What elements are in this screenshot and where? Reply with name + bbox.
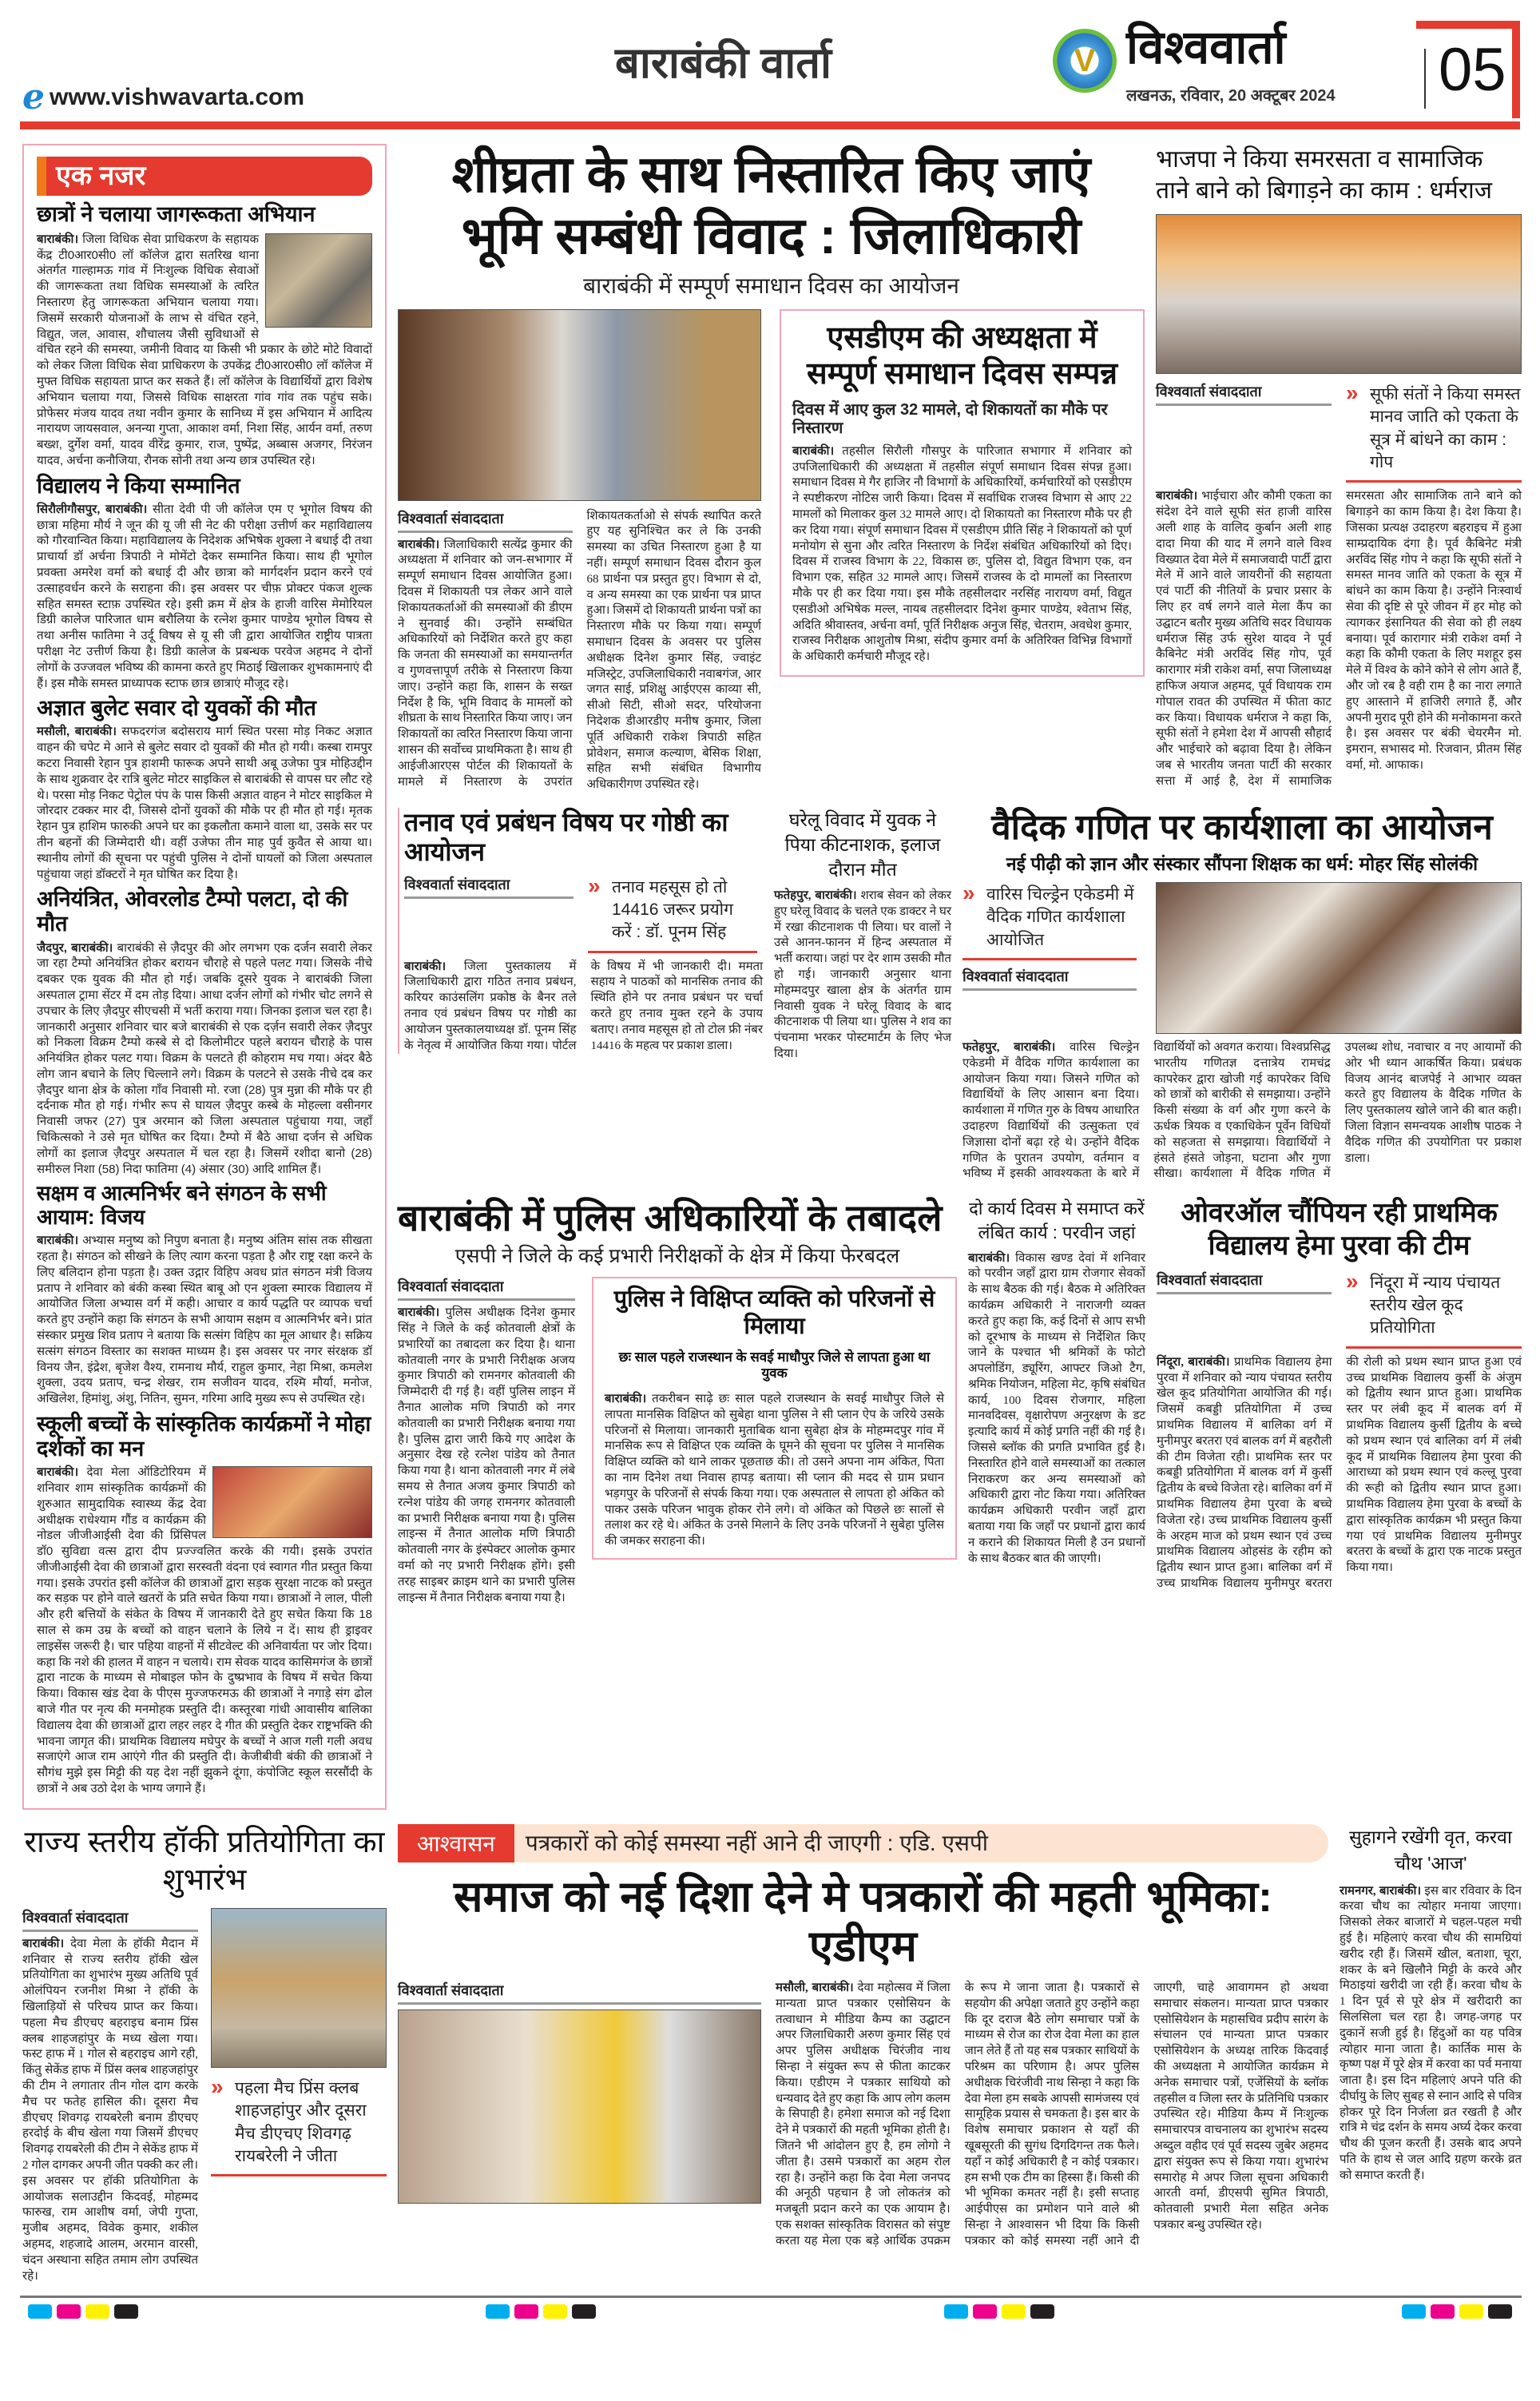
byline: विश्ववार्ता संवाददाता xyxy=(1156,382,1332,406)
row-bottom xyxy=(22,1824,1522,2285)
brand-name: विश्ववार्ता xyxy=(1126,22,1286,74)
row-third xyxy=(398,1197,1522,1606)
brand-logo-icon: V xyxy=(1053,29,1117,93)
sdm-headline: एसडीएम की अध्यक्षता में सम्पूर्ण समाधान दिवस सम्पन्न xyxy=(807,320,1117,392)
bjp-caption: » सूफी संतों ने किया समस्त मानव जाति को एकता के सूत्र में बांधने का काम : गोप xyxy=(1346,382,1522,483)
tanav-caption: » तनाव महसूस हो तो 14416 जरूर प्रयोग करें : डॉ. पूनम सिंह xyxy=(588,875,757,953)
hockey-caption: » पहला मैच प्रिंस क्लब शाहजहांपुर और दूसरा मैच डीएचए शिवगढ़ रायबरेली ने जीता xyxy=(211,2076,387,2176)
gharelu-story xyxy=(774,808,951,1063)
byline: विश्ववार्ता संवाददाता xyxy=(398,509,573,533)
lead-headline: शीघ्रता के साथ निस्तारित किए जाएं भूमि सम्बंधी विवाद : जिलाधिकारी xyxy=(451,145,1091,264)
section-title: बाराबंकी वार्ता xyxy=(615,39,832,87)
page-number: 05 xyxy=(1439,36,1506,104)
website-link[interactable]: e www.vishwavarta.com xyxy=(22,77,305,117)
double-chevron-icon: » xyxy=(1346,1268,1359,1294)
hockey-story xyxy=(22,1824,387,2285)
police-story xyxy=(398,1197,957,1606)
champion-caption: » निंदूरा में न्याय पंचायत स्तरीय खेल कूद प्रतियोगिता xyxy=(1346,1270,1522,1349)
missing-headline: पुलिस ने विक्षिप्त व्यक्ति को परिजनों से मिलाया xyxy=(613,1286,935,1339)
media-photo xyxy=(398,2009,761,2204)
byline: विश्ववार्ता संवाददाता xyxy=(398,1277,575,1301)
hockey-body: बाराबंकी। देवा मेला के हॉकी मैदान में शनिवार से राज्य स्तरीय हॉकी खेल प्रतियोगिता का शुभारंभ मुख्य अतिथि पूर्व ओलंपियन रजनीश मिश्रा ने हॉकी के खिलाड़ियों से परिचय प्राप्त कर किया। पहला मैच डीएचए बहराइच बनाम प्रिंस क्लब शाहजहांपुर के मध्य खेला गया। फस्ट हाफ में 1 गोल से बहराइच आगे रही, किंतु सेकेंड हाफ में प्रिंस क्लब शाहजहांपुर की टीम ने लगातार तीन गोल दाग करके मैच पर फतेह हासिल की। दूसरा मैच डीएचए शिवगढ़ रायबरेली बनाम डीएचए हरदोई के बीच खेला गया जिसमें डीएचए शिवगढ़ रायबरेली की टीम ने सेकेंड हाफ में 2 गोल दागकर अपनी जीत पक्की कर ली। इस अवसर पर हॉकी प्रतियोगिता के आयोजक सलाउद्दीन किदवई, मोहम्मद फारुख, राम आशीष वर्मा, जेपी गुप्ता, मुजीब अहमद, विवेक कुमार, शकील अहमद, शहजादे आलम, अरमान वारसी, चंदन अस्थाना सहित तमाम लोग उपस्थित रहे। xyxy=(22,1937,199,2283)
champion-headline: ओवरऑल चौंपियन रही प्राथमिक विद्यालय हेमा पुरवा की टीम xyxy=(1181,1198,1498,1261)
bjp-photo xyxy=(1156,214,1522,374)
tanav-headline: तनाव एवं प्रबंधन विषय पर गोष्ठी का आयोजन xyxy=(404,807,728,866)
police-body: बाराबंकी। पुलिस अधीक्षक दिनेश कुमार सिंह ने जिले के कई कोतवाली क्षेत्रों के प्रभारियों का तबादला कर दिया है। थाना कोतवाली नगर के प्रभारी निरीक्षक अजय कुमार त्रिपाठी को रामनगर कोतवाली की जिम्मेदारी दी गई है। वहीं पुलिस लाइन में तैनात आलोक मणि त्रिपाठी को नगर कोतवाली का प्रभारी निरीक्षक बनाया गया है। पुलिस द्वारा जारी किये गए आदेश के अनुसार देख रहे रत्नेश पांडेय को तैनात किया गया है। थाना कोतवाली नगर में लंबे समय से तैनात अजय कुमार त्रिपाठी को रत्नेश पांडेय की जगह रामनगर कोतवाली का प्रभारी निरीक्षक बनाया गया है। पुलिस लाइन्स में तैनात आलोक मणि त्रिपाठी कोतवाली नगर के इंस्पेक्टर आलोक कुमार वर्मा को नए प्रभारी निरीक्षक होंगे। इसी तरह साइबर क्राइम थाने का प्रभारी पुलिस लाइन्स में तैनात निरीक्षक बनाया गया है। xyxy=(398,1306,576,1604)
news-item: अनियंत्रित, ओवरलोड टैम्पो पलटा, दो की मौत जैदपुर, बाराबंकी। बाराबंकी से ज़ैदपुर की ओर लगभग एक दर्जन सवारी लेकर जा रहा टैम्पो अनियंत्रित होकर बरायन चौराहे से पहले पलट गया। जिसके नीचे दबकर एक युवक की मौत हो गई। जबकि दूसरे युवक ने बाराबंकी जिला अस्पताल ट्रामा सेंटर में दम तोड़ दिया। आधा दर्जन लोगों को गंभीर चोट लगने से उपचार के लिए ज़ैदपुर सीएचसी में भर्ती कराया गया। जिनका इलाज चल रहा है। जानकारी अनुसार शनिवार चार बजे बाराबंकी से एक दर्ज़न सवारी लेकर ज़ैदपुर को निकला विक्रम टैम्पो कस्बे से दो किलोमीटर पहले बरायन चौराहे के पास अनियंत्रित होकर पलट गया। विक्रम के पलटते ही कोहराम मच गया। अंदर बैठे लोग जान बचाने के लिए चिल्लाने लगे। विक्रम के पलटने से उसके नीचे दब कर ज़ैदपुर थाना क्षेत्र के कोला गाँव निवासी मो. रजा (28) पुत्र मुन्ना की मौके पर ही दर्दनाक मौत हो गई। गंभीर रूप से घायल ज़ैदपुर कस्बे के मोहल्ला वसीनगर निवासी जफर (27) पुत्र अरमान को जिला अस्पताल पहुंचाया गया, जहाँ चिकित्सको ने उसे मृत घोषित कर दिया। टैम्पो में बैठे आधा दर्जन से अधिक लोगों का इलाज ज़ैदपुर अस्पताल में चल रहा है। जिसमें रशीदा बानो (28) समीरुल निशा (58) निदा फातिमा (4) अंसार (30) आदि शामिल हैं। xyxy=(37,887,372,1176)
media-tag: आश्वासन xyxy=(398,1824,514,1862)
vedic-headline: वैदिक गणित पर कार्यशाला का आयोजन xyxy=(991,807,1493,847)
police-subheadline: एसपी ने जिले के कई प्रभारी निरीक्षकों के क्षेत्र में किया फेरबदल xyxy=(454,1245,900,1268)
double-chevron-icon: » xyxy=(963,880,975,905)
lead-photo xyxy=(398,309,761,501)
hockey-photo xyxy=(211,1908,387,2068)
news-item: विद्यालय ने किया सम्मानित सिरौलीगौसपुर, बाराबंकी। सीता देवी पी जी कॉलेज एम ए भूगोल विषय की छात्रा महिमा मौर्य ने जून की यू जी सी नेट की परीक्षा उत्तीर्ण कर महाविद्यालय को गौरवान्वित किया। महाविद्यालय के निदेशक अभिषेक शुक्ला ने बधाई दी तथा प्राचार्या डॉ अर्चना त्रिपाठी ने मोमेंटो देकर सम्मानित किया। साथ ही भूगोल प्रवक्ता अमरेश वर्मा को बधाई दी और छात्रा को मार्गदर्शन प्रदान करने एवं उत्साहवर्धन करने के सराहना की। इस अवसर पर चीफ़ प्रोक्टर पंकज शुल्क सहित समस्त स्टाफ़ उपस्थित रहे। इसी क्रम में क्षेत्र के हाजी वारिस मेमोरियल डिग्री कालेज पारिजात धाम बरौलिया के रत्नेश कुमार पाण्डेय भूगोल विषय से तथा अनीस फातिमा ने उर्दू विषय से यू सी जी द्वारा आयोजित राष्ट्रीय पात्रता परीक्षा नेट उत्तीर्ण किया है। डिग्री कालेज के प्रबन्धक परवेज अहमद ने दोनों लोगों के उज्जवल भविष्य की कामना करते हुए मिठाई खिलाकर शुभकामनाएं दी हैं। इस मौके समस्त प्राध्यापक स्टाफ छात्र छात्राएं मौजूद रहे। xyxy=(37,473,373,690)
lead-story xyxy=(398,144,1145,793)
bottom-rule xyxy=(20,2296,1522,2298)
media-banner-text: पत्रकारों को कोई समस्या नहीं आने दी जाएगी : एडि. एसपी xyxy=(525,1831,989,1856)
vedic-photo xyxy=(1156,882,1522,1034)
parveen-story xyxy=(968,1197,1145,1567)
double-chevron-icon: » xyxy=(588,873,601,898)
gharelu-headline: घरेलू विवाद में युवक ने पिया कीटनाशक, इलाज दौरान मौत xyxy=(784,809,941,880)
karva-story xyxy=(1340,1824,1522,2184)
vedic-subheadline: नई पीढ़ी को ज्ञान और संस्कार सौंपना शिक्षक का धर्म: मोहर सिंह सोलंकी xyxy=(1006,853,1478,874)
news-photo xyxy=(265,233,372,328)
news-item: सक्षम व आत्मनिर्भर बने संगठन के सभी आयाम: विजय बाराबंकी। अभ्यास मनुष्य को निपुण बनाता है। मनुष्य अंतिम सांस तक सीखता रहता है। संगठन को सीखने के लिए त्याग करना पड़ता है और राष्ट्र रक्षा करने के लिए बलिदान होना पड़ता है। उक्त उद्गार विहिप अवध प्रांत संगठन मंत्री विजय प्रताप ने शनिवार को बंकी कस्बा स्थित बाबू ओ एन शुक्ला स्मारक विद्यालय में आयोजित जिला अभ्यास वर्ग में कही। आचार व कार्य पद्धति पर व्यापक चर्चा करते हुए उन्होंने कहा कि संगठन के सभी आयाम सक्षम व आत्मनिर्भर बने। प्रांत संस्कार प्रमुख शिव प्रताप ने बताया कि सत्संग विहिप का मूल आधार है। सक्रिय सत्संग संगठन विस्तार का सशक्त माध्यम है। इस अवसर पर नगर संरक्षक डॉ विनय जैन, इंद्रेश, बृजेश वैश्य, रामनाथ मौर्य, राहुल कुमार, नेहा मिश्रा, कमलेश शुक्ला, उदय प्रताप, चन्द्र शेखर, राम सजीवन यादव, रश्मि मौर्या, मनोज, अखिलेश, हिमांशु, अंशु, नितिन, सुमन, गरिमा आदि मुख्य रूप से उपस्थित रहे। xyxy=(37,1181,372,1406)
ek-nazar-box xyxy=(22,144,387,1810)
dateline: लखनऊ, रविवार, 20 अक्टूबर 2024 xyxy=(1126,87,1336,105)
media-body: मसौली, बाराबंकी। देवा महोत्सव में जिला मान्यता प्राप्त पत्रकार एसोसियन के तत्वाधान मे मीडिया कैम्प का उद्घाटन अपर जिलाधिकारी अरुण कुमार सिंह एवं अपर पुलिस अधीक्षक चिरंजीव नाथ सिन्हा ने संयुक्त रूप से फीता काटकर किया। एडीएम ने पत्रकार साथियो को धन्यवाद देते हुए कहा कि आप लोग कलम के सिपाही है। हमेशा समाज को नई दिशा देने मे पत्रकारों की महती भूमिका होती है। जितने भी आंदोलन हुए है, हम लोगो ने जीता है। उसमे पत्रकारों का अहम रोल रहा है। उन्होंने कहा कि देवा मेला जनपद की अनूठी पहचान है जो लोकतंत्र को मजबूती प्रदान करने का एक आयाम है। एक सशक्त सांस्कृतिक विरासत को संपुष्ट करता यह मेला एक बड़े आर्थिक उपक्रम के रूप मे जाना जाता है। पत्रकारों से सहयोग की अपेक्षा जताते हुए उन्होंने कहा कि दूर दराज बैठे लोग समाचार पत्रों के माध्यम से रोज का रोज देवा मेला का हाल जान लेते हैं तो यह सब पत्रकार साथियों के परिश्रम का परिणाम है। अपर पुलिस अधीक्षक चिरंजीवी नाथ सिन्हा ने कहा कि देवा मेला हम सबके आपसी सामंजस्य एवं सामूहिक प्रयास से चमकता है। इस बार के विशेष समाचार प्रकाशन से यहाँ की खूबसूरती की सुगंध दिगदिगन्त तक फैले। यहाँ न कोई अधिकारी है न कोई पत्रकार। हम सभी एक टीम का हिस्सा हैं। किसी की भी भूमिका कमतर नहीं है। इसी सप्ताह आईपीएस का प्रमोशन पाने वाले श्री सिन्हा ने आश्वासन भी दिया कि किसी पत्रकार को कोई समस्या नहीं आने दी जाएगी, चाहे आवागमन हो अथवा समाचार संकलन। मान्यता प्राप्त पत्रकार एसोसियेशन के महासचिव प्रदीप सारंग के संचालन एवं मान्यता प्राप्त पत्रकार एसोसियेशन के अध्यक्ष तारिक किदवाई की अध्यक्षता मे आयोजित कार्यक्रम मे अनेक समाचार पत्रों, एजेंसियों के ब्लॉक तहसील व जिला स्तर के प्रतिनिधि पत्रकार उपस्थित रहे। मीडिया कैम्प में निःशुल्क समाचारपत्र वाचनालय का शुभारंभ सदस्य अब्दुल वहीद एवं पूर्व सदस्य जुबेर अहमद द्वारा संयुक्त रूप से किया गया। शुभारंभ समारोह मे अपर जिला सूचना अधिकारी आरती वर्मा, डीएसपी सुमित त्रिपाठी, कोतवाली प्रभारी मेला सहित अनेक पत्रकार बन्धु उपस्थित रहे। xyxy=(776,1982,1328,2248)
karva-body: रामनगर, बाराबंकी। इस बार रविवार के दिन करवा चौथ का त्योहार मनाया जाएगा। जिसको लेकर बाजारों मे चहल-पहल मची हुई है। महिलाएं करवा चौथ की सामग्रियां खरीद रही हैं। जिसमें खील, बताशा, चूरा, शकर के बने खिलौने मिट्टी के करवे और मिठाइयां खरीदी जा रही हैं। करवा चौथ के 1 दिन पूर्व से पूरे क्षेत्र में खरीदारी का सिलसिला चल रहा है। जगह-जगह पर दुकानें सजी हुई है। हिंदुओं का यह पवित्र त्योहार माना जाता है। कार्तिक मास के कृष्ण पक्ष में पूरे क्षेत्र में करवा का पर्व मनाया जाता है। इस दिन महिलाएं अपने पति की दीर्घायु के लिए सुबह से स्नान आदि से पवित्र होकर पूरे दिन निर्जला व्रत रखती है और रात्रि मे चंद्र दर्शन के समय अर्घ्य देकर करवा चौथ की पूजन करती हैं। उसके बाद अपने पति के हाथ से जल आदि ग्रहण करके व्रत को समाप्त करती हैं। xyxy=(1340,1884,1522,2182)
bjp-headline: भाजपा ने किया समरसता व सामाजिक ताने बाने को बिगाड़ने का काम : धर्मराज xyxy=(1156,146,1493,204)
byline: विश्ववार्ता संवाददाता xyxy=(1157,1270,1332,1294)
byline: विश्ववार्ता संवाददाता xyxy=(22,1908,198,1932)
parveen-headline: दो कार्य दिवस मे समाप्त करें लंबित कार्य : परवीन जहां xyxy=(969,1199,1145,1242)
police-headline: बाराबंकी में पुलिस अधिकारियों के तबादले xyxy=(398,1197,943,1239)
vedic-caption: » वारिस चिल्ड्रेन एकेडमी में वैदिक गणित कार्यशाला आयोजित xyxy=(963,882,1137,960)
media-banner xyxy=(398,1824,1328,1862)
news-photo xyxy=(212,1466,372,1538)
sdm-subheadline: दिवस में आए कुल 32 मामले, दो शिकायतों का मौके पर निस्तारण xyxy=(792,400,1108,437)
lead-subheadline: बाराबंकी में सम्पूर्ण समाधान दिवस का आयोजन xyxy=(583,272,959,298)
karva-headline: सुहागने रखेंगी वृत, करवा चौथ 'आज' xyxy=(1349,1826,1512,1874)
tanav-story xyxy=(398,808,763,1054)
champion-story xyxy=(1157,1197,1522,1592)
sdm-story-box: एसडीएम की अध्यक्षता में सम्पूर्ण समाधान दिवस सम्पन्न दिवस में आए कुल 32 मामले, दो शिकायतों का मौके पर निस्तारण बाराबंकी। तहसील सिरौली गौसपुर के पारिजात सभागार में शनिवार को उपजिलाधिकारी की अध्यक्षता में तहसील संपूर्ण समाधान दिवस संपन्न हुआ। समाधान दिवस मे गैर हाजिर नौ विभागों के अधिकारियों, कर्मचारियों को एसडीएम ने स्पष्टीकरण नोटिस जारी किया। दिवस में सर्वाधिक राजस्व विभाग से आए 22 मामलों को मिलाकर कुल 32 मामले आए। दो शिकायतो का निस्तारण मौके पर ही कर दिया गया। संपूर्ण समाधान दिवस में एसडीएम प्रीति सिंह ने शिकायतों को पूर्ण मनोयोग से सुना और त्वरित निस्तारण के निर्देश संबंधित अधिकारियों को दिए। दिवस में राजस्व विभाग के 22, विकास छः, पुलिस दो, विद्युत विभाग एक, वन विभाग एक, सहित 32 मामले आए। जिसमें राजस्व के दो मामलों का निस्तारण मौके पर ही कर दिया गया। इस मौके तहसीलदार नरसिंह नारायण वर्मा, विद्युत एसडीओ अभिषेक मल्ल, नायब तहसीलदार दिनेश कुमार पाण्डेय, श्वेताभ सिंह, अदिति श्रीवास्तव, अर्चना वर्मा, पूर्ति निरीक्षक अनुज सिंह, चेतराम, अवधेश कुमार, राजस्व निरीक्षक आशुतोष मिश्रा, संदीप कुमार वर्मा के अतिरिक्त विभिन्न विभागों के अधिकारी कर्मचारी मौजूद रहे। xyxy=(780,309,1145,677)
gharelu-body: फतेहपुर, बाराबंकी। शराब सेवन को लेकर हुए घरेलू विवाद के चलते एक डाक्टर ने घर में रखा कीटनाशक पी लिया। घर वालों ने उसे आनन-फानन में हिन्द अस्पताल में भर्ती कराया। जहां पर देर शाम उसकी मौत हो गई। जानकारी अनुसार थाना मोहम्मदपुर खाला क्षेत्र के अंतर्गत ग्राम निवासी युवक ने घरेलू विवाद के बाद कीटनाशक पी लिया था। पुलिस ने शव का पंचनामा भरकर पोस्टमार्टम के लिए भेज दिया। xyxy=(774,889,952,1061)
masthead xyxy=(0,0,1540,131)
row-second xyxy=(398,808,1522,1183)
hockey-headline: राज्य स्तरीय हॉकी प्रतियोगिता का शुभारंभ xyxy=(24,1825,385,1898)
media-headline: समाज को नई दिशा देने मे पत्रकारों की महती भूमिका: एडीएम xyxy=(454,1872,1272,1970)
bjp-body: बाराबंकी। भाईचारा और कौमी एकता का संदेश देने वाले सूफी संत हाजी वारिस अली शाह के वालिद कुर्बान अली शाह दादा मिया की याद में लगने वाले विश्व विख्यात देवा मेले में समाजवादी पार्टी द्वारा मेले में आने वाले जायरीनों की सहायता एवं पार्टी की नीतियों के प्रचार प्रसार के लिए हर वर्ष लगने वाले मेला कैंप का उद्घाटन बतौर मुख्य अतिथि सदर विधायक धर्मराज सिंह उर्फ सुरेश यादव ने पूर्व कैबिनेट मंत्री अरविंद सिंह गोप, पूर्व कारागार मंत्री राकेश वर्मा, सपा जिलाध्यक्ष हाफिज अयाज अहमद, पूर्व विधायक राम गोपाल रावत की उपस्थित में फीता काट कर किया। विधायक धर्मराज ने कहा कि, सूफी संतों ने हमेशा देश में आपसी सौहार्द और भाईचारे को बढ़ावा दिया है। लेकिन जब से भारतीय जनता पार्टी की सरकार सत्ता में आई है, देश में सामाजिक समरसता और सामाजिक ताने बाने को बिगाड़ने का काम किया है। देश किया है। जिसका प्रत्यक्ष उदाहरण बहराइच में हुआ साम्प्रदायिक दंगा है। पूर्व कैबिनेट मंत्री अरविंद सिंह गोप ने कहा कि सूफी संतों ने समस्त मानव जाति को एकता के सूत्र में बांधने का काम किया है। उन्होंने निःस्वार्थ सेवा की दृष्टि से पूरे जीवन में हर मोह को त्यागकर इंसानियत की सेवा को ही लक्ष्य बनाया। पूर्व कारागार मंत्री राकेश वर्मा ने कहा कि कौमी एकता के लिए मशहूर इस मेले में विश्व के कोने कोने से लोग आते हैं, और जो रब है वही राम है का नारा लगाते हुए आस्ताने में हाजिरी लगाते हैं, और अपनी मुराद पूरी होने की मनोकामना करते है। इस अवसर पर बंकी चेयरमैन मो. इमरान, सभासद मो. रिजवान, प्रीतम सिंह वर्मा, मो. आफाक। xyxy=(1156,490,1522,788)
double-chevron-icon: » xyxy=(211,2073,224,2099)
byline: विश्ववार्ता संवाददाता xyxy=(398,1981,761,2005)
bjp-story xyxy=(1156,144,1522,790)
missing-subheadline: छः साल पहले राजस्थान के सवई माधौपुर जिले से लापता हुआ था युवक xyxy=(618,1349,931,1381)
masthead-rule xyxy=(20,121,1520,129)
tanav-body: बाराबंकी। जिला पुस्तकालय में जिलाधिकारी द्वारा गठित तनाव प्रबंधन, करियर काउंसलिंग प्रकोष्ठ के बैनर तले तनाव एवं प्रबंधन विषय पर गोष्ठी का आयोजन पुस्तकालयाध्यक्ष डॉ. पूनम सिंह के नेतृत्व में आयोजित किया गया। पोर्टल के विषय में भी जानकारी दी। ममता सहाय ने पाठकों को मानसिक तनाव की स्थिति होने पर तनाव प्रबंधन पर चर्चा करते हुए तनाव मुक्त रहने के उपाय बताए। तनाव महसूस हो तो टोल फ्री नंबर 14416 के महत्व पर प्रकाश डाला। xyxy=(404,960,763,1052)
lead-body: बाराबंकी। जिलाधिकारी सत्येंद्र कुमार की अध्यक्षता में शनिवार को जन-सभागार में सम्पूर्ण समाधान दिवस आयोजित हुआ। दिवस में शिकायती पत्र लेकर आने वाले शिकायतकर्ताओं की समस्याओं की डीएम ने सुनवाई की। उन्होंने सम्बंधित अधिकारियों को निर्देशित करते हुए कहा कि जनता की समस्याओं का समयान्तर्गत व गुणवत्तापूर्ण तरीके से निस्तारण किया जाए। उन्होंने कहा कि, शासन के सख्त निर्देश है कि, भूमि विवाद के मामलों को शीघ्रता के साथ निस्तारित किया जाए। जन शिकायतों का त्वरित निस्तारण किया जाना शासन की सर्वोच्च प्राथमिकता है। साथ ही आईजीआरएस पोर्टल की शिकायतों के मामले में निस्तारण के उपरांत शिकायतकर्ताओ से संपर्क स्थापित करते हुए यह सुनिश्चित कर ले कि उनकी समस्या का उचित निस्तारण हुआ है या नहीं। सम्पूर्ण समाधान दिवस दौरान कुल 68 प्रार्थना पत्र प्रस्तुत हुए। विभाग से दो, व अन्य समस्या का एक प्रार्थना पत्र प्राप्त हुआ। जिसमें दो शिकायती प्रार्थना पत्रों का निस्तारण मौके पर किया गया। सम्पूर्ण समाधान दिवस के अवसर पर पुलिस अधीक्षक दिनेश कुमार सिंह, ज्वाइंट मजिस्ट्रेट, उपजिलाधिकारी नवाबगंज, आर जगत साई, प्रशिक्षु आईएएस काव्या सी, सीओ सिटी, सीओ सदर, परियोजना निदेशक डीआरडीए मनीष कुमार, जिला पूर्ति अधिकारी राकेश त्रिपाठी सहित प्रोवेशन, समाज कल्याण, बेसिक शिक्षा, सहित सभी संबंधित विभागीय अधिकारीगण उपस्थित रहे। xyxy=(398,509,761,792)
row-lead xyxy=(398,144,1522,793)
color-registration-marks xyxy=(28,2304,1512,2319)
double-chevron-icon: » xyxy=(1346,380,1359,405)
news-item: अज्ञात बुलेट सवार दो युवकों की मौत मसौली, बाराबंकी। सफदरगंज बदोसराय मार्ग स्थित परसा मोड़ निकट अज्ञात वाहन की चपेट मे आने से बुलेट सवार दो युवकों की मौत हो गयी। कस्बा रामपुर कटरा निवासी रेहान पुत्र हाशमी फारूक अपने साथी अबू उजेफा पुत्र मोहिउद्दीन के साथ शुक्रवार देर रात्रि बुलेट मोटर साइकिल से बाराबंकी से वापस घर लौट रहे थे। परसा मोड़ निकट पेट्रोल पंप के पास किसी अज्ञात वाहन ने मोटर साइकिल मे जोरदार टक्कर मार दी, जिससे दोनों युवकों की मौके पर ही मौत हो गई। मृतक रेहान पुत्र हाशिम फारुकी अपने घर का इकलौता कमाने वाला था, उसके सर पर तीन बहनों की जिम्मेदारी थी। वहीं उजेफा तीन माह पुर्व कुवैत से आया था। स्थानीय लोगों की सूचना पर पहुंची पुलिस ने दोनों घायलों को जिला अस्पताल पहुंचाया जहां डॉक्टरों ने मृत घोषित कर दिया है। xyxy=(37,696,372,881)
news-item: स्कूली बच्चों के सांस्कृतिक कार्यक्रमों ने मोहा दर्शकों का मन बाराबंकी। देवा मेला ऑडिटोरियम में शनिवार शाम सांस्कृतिक कार्यक्रमों की शुरुआत सामुदायिक स्वास्थ्य केंद्र देवा अधीक्षक राधेश्याम गौंड व कार्यक्रम की नोडल जीजीआईसी देवा की प्रिंसिपल डॉ0 सुविद्या वत्स द्वारा दीप प्रज्ज्वलित करके की गयी। इसके उपरांत जीजीआईसी देवा की छात्राओं द्वारा सरस्वती वंदना एवं स्वागत गीत प्रस्तुत किया गया। इसके उपरांत इसी कॉलेज की छात्राओं द्वारा सड़क सुरक्षा नाटक को प्रस्तुत कर सड़क पर होने वाले खतरों के प्रति सचेत किया गया। छात्राओं ने लाल, पीली और हरी बत्तियों के संकेत के विषय में जानकारी देते हुए सचेत किया कि 18 साल से कम उम्र के बच्चों को वाहन चलाने के लिये न दें। साथ ही ड्राइवर लाइसेंस जरूरी है। चार पहिया वाहनों में सीटवेल्ट की अनिवार्यता पर जोर दिया। कहा कि नशे की हालत में वाहन न चलाये। राम सेवक यादव कासिमगंज के छात्रों द्वारा नाटक के माध्यम से मोबाइल फोन के दुष्प्रभाव के विषय में सचेत किया किया। विकास खंड देवा के पीएस मुज्जफरमऊ की छात्राओं ने नगाड़े संग ढोल बाजे गीत पर नृत्य की मनमोहक प्रस्तुति दी। कस्तूरबा गांधी आवासीय बालिका विद्यालय देवा की छात्राओं द्वारा लहर लहर दे गीत की प्रस्तुति देकर राष्ट्रभक्ति की भावना जागृत की। प्राथमिक विद्यालय मघेपुर के बच्चों ने आज गली गली अवध सजाएंगे आज राम आएंगे गीत की प्रस्तुति दी। केजीबीवी बंकी की छात्राओं ने सौगंध मुझे इस मिट्टी की यह देश नहीं झुकने दूंगा, कंपोजिट स्कूल सरसौंदी के छात्रों ने अब उठो देश के भाग्य जगाने हैं। xyxy=(37,1412,372,1796)
missing-person-box: पुलिस ने विक्षिप्त व्यक्ति को परिजनों से मिलाया छः साल पहले राजस्थान के सवई माधौपुर जिले से लापता हुआ था युवक बाराबंकी। तकरीबन साढ़े छः साल पहले राजस्थान के सवई माधौपुर जिले से लापता मानसिक विक्षिप्त को सुबेहा थाना पुलिस ने सी प्लान ऐप के जरिये उसके परिजनों से मिलाया। जानकारी मुताबिक थाना सुबेहा क्षेत्र के मोहम्मदपुर गांव में मानसिक रूप से विक्षिप्त एक व्यक्ति के घूमने की सूचना पर पुलिस ने मानसिक विक्षिप्त व्यक्ति को थाने लाकर पूछताछ की। तो उसने अपना नाम अंकित, पिता का नाम दिनेश तथा निवास हापड़ बताया। सी प्लान की मदद से ग्राम प्रधान भड़गपुर के परिजनों से संपर्क किया गया। एक अस्पताल से लापता हो अंकित को पाकर उसके परिजन भावुक होकर रोने लगे। वो अंकित को पिछले छः सालों से तलाश कर रहे थे। अंकित के उनसे मिलाने के लिए उनके परिजनों ने सुबेहा पुलिस की जमकर सराहना की। xyxy=(592,1277,957,1560)
vedic-story xyxy=(963,808,1522,1183)
ek-nazar-label: एक नजर xyxy=(37,157,372,196)
page-number-box xyxy=(1416,21,1520,118)
media-story xyxy=(398,1824,1328,2250)
browser-e-icon: e xyxy=(22,77,45,117)
vedic-body: फतेहपुर, बाराबंकी। वारिस चिल्ड्रेन एकेडमी में वैदिक गणित कार्यशाला का आयोजन किया गया। जिसने गणित को विद्यार्थियों के लिए आसान बना दिया। कार्यशाला में गणित गुरु के विषय आधारित उदाहरण विद्यार्थियों की उत्सुकता एवं जिज्ञासा दोनों बढ़ा रहे थे। उन्होंने वैदिक गणित के पुरातन उपयोग, वर्तमान व भविष्य में इसकी आवश्यकता के बारे में विद्यार्थियों को अवगत कराया। विश्वप्रसिद्ध भारतीय गणितज्ञ दत्तात्रेय रामचंद्र कापरेकर द्वारा खोजी गई कापरेकर विधि को छात्रों को बारीकी से समझाया। उन्होंने किसी संख्या के वर्ग और गुणा करने के ऊर्धक त्रियक व एकाधिकेन पूर्वेन विधियों को सहजता से समझाया। विद्यार्थियों ने हंसते हंसते जोड़ना, घटाना और गुणा सीखा। कार्यशाला में वैदिक गणित में उपलब्ध शोध, नवाचार व नए आयामों की ओर भी ध्यान आकर्षित किया। प्रबंधक विजय आनंद बाजपेई ने आभार व्यक्त करते हुए विद्यालय के वैदिक गणित के लिए पुस्तकालय खोले जाने की बात कही। जिला विज्ञान समन्वयक आशीष पाठक ने वैदिक गणित की उपयोगिता पर प्रकाश डाला। xyxy=(963,1040,1522,1181)
byline: विश्ववार्ता संवाददाता xyxy=(404,875,574,899)
parveen-body: बाराबंकी। विकास खण्ड देवां में शनिवार को परवीन जहाँ द्वारा ग्राम रोजगार सेवकों के साथ बैठक की गई। बैठक मे अतिरिक्त कार्यक्रम अधिकारी ने नाराजगी व्यक्त करते हुए कहा कि, कई दिनों से आप सभी को दूरभाष के माध्यम से निर्देशित किए जाने के पश्चात भी श्रमिकों के फोटो अपलोडिंग, ड्यूरिंग, आफ्टर जिओ टैग, श्रमिक नियोजन, महिला मेट, कृषि संबंधित कार्य, 100 दिवस रोजगार, महिला मानवदिवस, वृक्षारोपण अनुरक्षण के डट इत्यादि कार्य में कोई प्रगति नहीं की गई है। जिससे ब्लॉक की प्रगति प्रभावित हुई है। निस्तारित होने वाले समस्याओं का तत्काल निराकरण कर अन्य समस्याओं को अधिकारी द्वारा नोट किया गया। अतिरिक्त कार्यक्रम अधिकारी परवीन जहाँ द्वारा बताया गया कि जहाँ पर प्रधानों द्वारा कार्य न कराने की शिकायत मिली है उन प्रधानों के साथ बैठकर बात की जाएगी। xyxy=(968,1251,1146,1565)
byline: विश्ववार्ता संवाददाता xyxy=(963,967,1137,991)
right-area xyxy=(398,144,1522,1810)
news-item: छात्रों ने चलाया जागरूकता अभियान बाराबंकी। जिला विधिक सेवा प्राधिकरण के सहायक केंद्र टी0आर0सी0 लॉ कॉलेज द्वारा सतरिख थाना अंतर्गत गाल्हामऊ गांव में निःशुल्क विधिक सेवाओं की जागरूकता तथा विधिक समस्याओं के त्वरित निस्तारण हेतु जागरूकता अभियान चलाया गया। जिसमें सरकारी योजनाओं के लाभ से वंचित रहने, विद्युत, जल, आवास, शौचालय जैसी सुविधाओं से वंचित रहने की समस्या, जमीनी विवाद या किसी भी प्रकार के छोटे मोटे विवादों को लेकर जिला विधिक सेवा प्राधिकरण के उपकेंद्र टी0आर0सी0 लॉ कॉलेज में मुफ्त विधिक सहायता प्राप्त कर सकते हैं। लॉ कॉलेज के विद्यार्थियों द्वारा विशेष अभियान चलाया गया, जिससे विधिक साक्षरता गांव गांव तक पहुंच सके। प्रोफेसर मंजय यादव तथा नवीन कुमार के सानिध्य में इस अभियान में आदित्य नारायण जायसवाल, अनन्या गुप्ता, आकाश वर्मा, निशा सिंह, आर्यन वर्मा, तरुण बख्श, दुर्गेश वर्मा, यादव वीरेंद्र कुमार, राज, पुष्पेंद्र, अब्बास अजगर, निरंजन यादव, अर्चना कनौजिया, रौनक सोनी तथा अन्य छात्र उपस्थित रहे। xyxy=(37,201,372,467)
champion-body: निंदूरा, बाराबंकी। प्राथमिक विद्यालय हेमा पुरवा में शनिवार को न्याय पंचायत स्तरीय खेल कूद प्रतियोगिता आयोजित की गई। जिसमें कबड्डी प्रतियोगिता में उच्च प्राथमिक विद्यालय में बालिका वर्ग में मुनीमपुर बरतरा एवं बालक वर्ग में बहरौली की टीम विजेता रही। प्राथमिक स्तर पर कबड्डी प्रतियोगिता में बालक वर्ग में कुर्सी द्वितीय के बच्चे विजेता रहे। बालिका वर्ग में प्राथमिक विद्यालय हेमा पुरवा के बच्चे विजेता रहे। उच्च प्राथमिक विद्यालय कुर्सी के अरहम माज को प्रथम स्थान एवं उच्च प्राथमिक विद्यालय ओहसंड के रहीम को द्वितीय स्थान प्राप्त हुआ। बालिका वर्ग में उच्च प्राथमिक विद्यालय मुनीमपुर बरतरा की रोली को प्रथम स्थान प्राप्त हुआ एवं उच्च प्राथमिक विद्यालय कुर्सी के अंजुम को द्वितीय स्थान प्राप्त हुआ। प्राथमिक स्तर पर लंबी कूद में बालक वर्ग में प्राथमिक विद्यालय कुर्सी द्वितीय के बच्चे को प्रथम स्थान एवं बालिका वर्ग में लंबी कूद में प्राथमिक विद्यालय हेमा पुरवा की आराध्या को प्रथम स्थान एवं कल्लू पुरवा की रूही को द्वितीय स्थान प्राप्त हुआ। प्राथमिक विद्यालय हेमा पुरवा के बच्चों के द्वारा सांस्कृतिक कार्यक्रम भी प्रस्तुत किया गया एवं प्राथमिक विद्यालय मुनीमपुर बरतरा के बच्चों के द्वारा एक नाटक प्रस्तुत किया गया। xyxy=(1157,1355,1522,1590)
